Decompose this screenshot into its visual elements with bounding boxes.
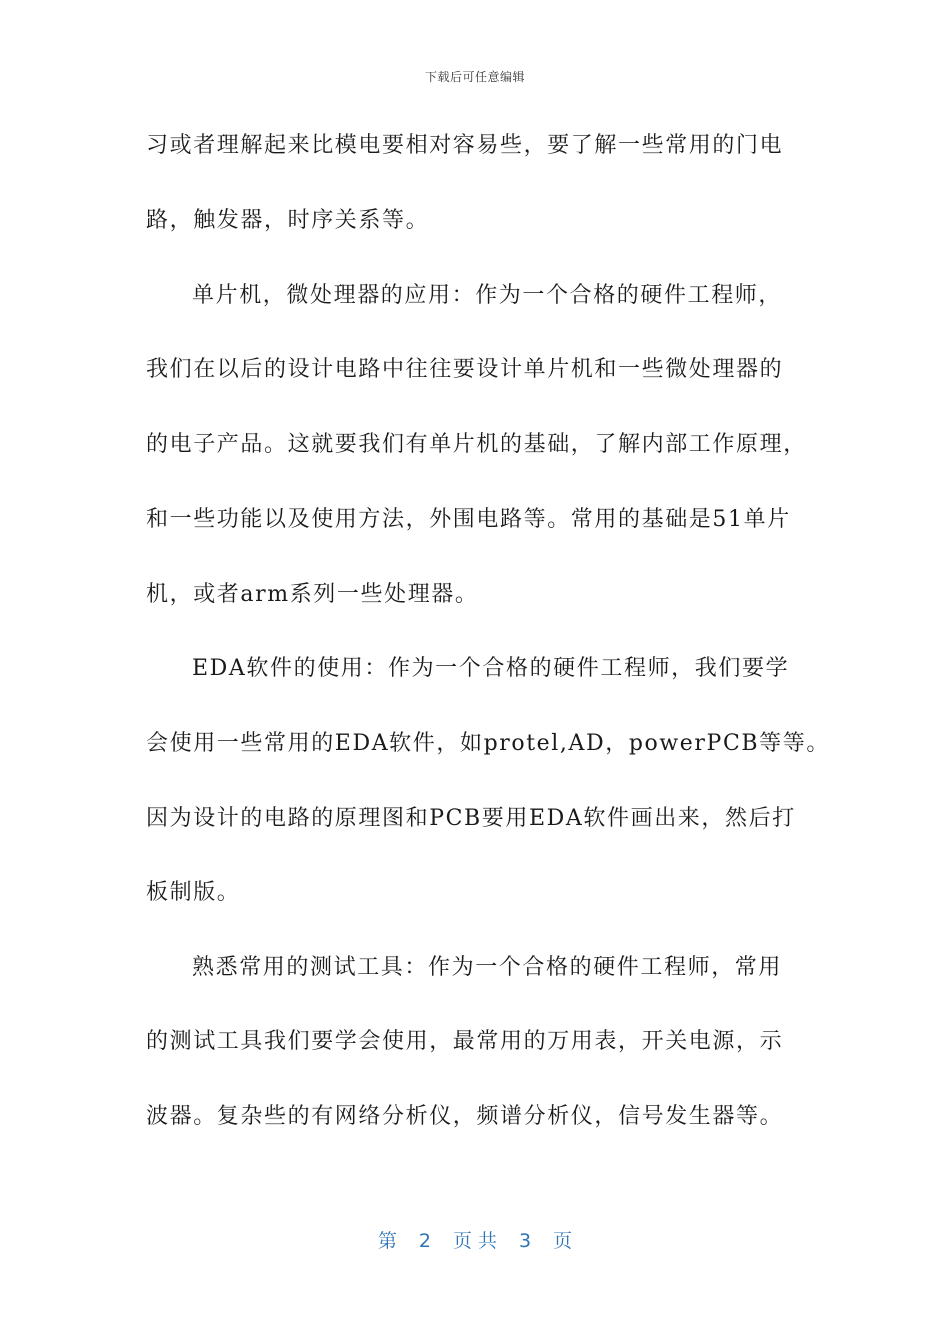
page-footer (0, 1226, 950, 1253)
current-page-number: 2 (418, 1230, 431, 1252)
body-line: 机，或者arm系列一些处理器。 (146, 582, 479, 607)
paragraph-first-line: 单片机，微处理器的应用：作为一个合格的硬件工程师， (192, 283, 783, 308)
body-line: 波器。复杂些的有网络分析仪，频谱分析仪，信号发生器等。 (146, 1104, 784, 1129)
body-line: 和一些功能以及使用方法，外围电路等。常用的基础是51单片 (146, 507, 791, 532)
total-pages-number: 3 (519, 1230, 532, 1252)
body-line: 因为设计的电路的原理图和PCB要用EDA软件画出来，然后打 (146, 806, 796, 831)
body-line: 路，触发器，时序关系等。 (146, 208, 430, 233)
footer-middle: 页 共 (452, 1230, 498, 1252)
footer-prefix: 第 (377, 1230, 397, 1252)
body-line: 习或者理解起来比模电要相对容易些，要了解一些常用的门电 (146, 133, 784, 158)
paragraph-first-line: 熟悉常用的测试工具：作为一个合格的硬件工程师，常用 (192, 955, 783, 980)
paragraph-first-line: EDA软件的使用：作为一个合格的硬件工程师，我们要学 (192, 656, 790, 681)
header-note: 下载后可任意编辑 (424, 70, 525, 84)
body-line: 我们在以后的设计电路中往往要设计单片机和一些微处理器的 (146, 357, 784, 382)
footer-suffix: 页 (553, 1230, 573, 1252)
body-line: 的测试工具我们要学会使用，最常用的万用表，开关电源，示 (146, 1029, 784, 1054)
body-line: 板制版。 (146, 880, 241, 905)
body-line: 会使用一些常用的EDA软件，如protel,AD，powerPCB等等。 (146, 731, 830, 756)
body-line: 的电子产品。这就要我们有单片机的基础，了解内部工作原理， (146, 432, 807, 457)
